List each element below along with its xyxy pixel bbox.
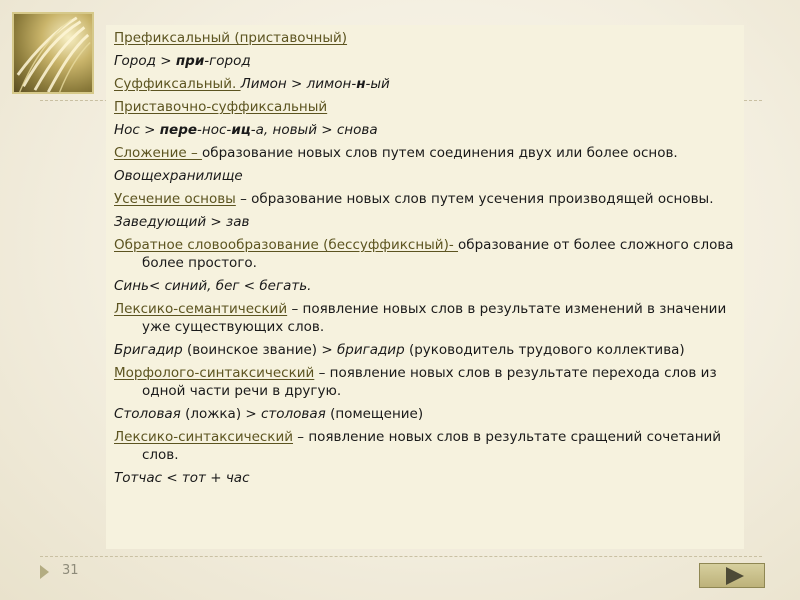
- slide-line: [114, 213, 736, 231]
- text-run: Тотчас < тот + час: [114, 470, 250, 486]
- text-run: Нос >: [114, 122, 160, 138]
- text-run: образование от более сложного слова более простого.: [142, 237, 734, 271]
- slide-line: [114, 121, 736, 139]
- text-run: Заведующий > зав: [114, 214, 250, 230]
- text-run: при: [175, 53, 205, 69]
- text-run: Суффиксальный.: [114, 76, 241, 92]
- slide-line: [114, 364, 736, 400]
- text-run: (ложка) >: [180, 406, 261, 422]
- text-run: Сложение –: [114, 145, 203, 161]
- text-run: Бригадир: [114, 342, 183, 358]
- text-run: Лексико-семантический: [114, 301, 288, 317]
- text-run: Приставочно-суффиксальный: [114, 99, 328, 115]
- text-run: бригадир: [336, 342, 405, 358]
- slide-line: [114, 167, 736, 185]
- slide-line: [114, 190, 736, 208]
- text-run: Лексико-синтаксический: [114, 429, 294, 445]
- text-run: иц: [231, 122, 251, 138]
- text-run: Обратное словообразование (бессуффиксный)-: [114, 237, 459, 253]
- slide-line: [114, 98, 736, 116]
- text-run: – появление новых слов в результате сращений сочетаний слов.: [142, 429, 722, 463]
- slide-line: [114, 428, 736, 464]
- text-run: – появление новых слов в результате изменений в значении уже существующих слов.: [142, 301, 727, 335]
- slide-line: [114, 29, 736, 47]
- slide-line: [114, 300, 736, 336]
- text-run: образование новых слов путем соединения двух или более основ.: [202, 145, 678, 161]
- slide-line: [114, 277, 736, 295]
- slide-line: [114, 341, 736, 359]
- slide-line: [114, 469, 736, 487]
- text-run: (воинское звание) >: [182, 342, 337, 358]
- text-run: (руководитель трудового коллектива): [404, 342, 685, 358]
- text-run: Синь< синий, бег < бегать.: [114, 278, 312, 294]
- text-run: Столовая: [114, 406, 181, 422]
- decorative-flower-image: [12, 12, 94, 94]
- text-run: -город: [204, 53, 251, 69]
- slide-line: [114, 405, 736, 423]
- text-run: н: [356, 76, 366, 92]
- text-run: Морфолого-синтаксический: [114, 365, 315, 381]
- slide-line: [114, 52, 736, 70]
- page-marker-icon: [40, 565, 49, 579]
- text-run: – появление новых слов в результате перехода слов из одной части речи в другую.: [142, 365, 717, 399]
- text-run: – образование новых слов путем усечения производящей основы.: [235, 191, 714, 207]
- text-run: (помещение): [325, 406, 424, 422]
- text-run: пере: [159, 122, 198, 138]
- text-run: -а, новый > снова: [250, 122, 378, 138]
- next-slide-button[interactable]: [699, 563, 765, 588]
- text-run: Город >: [114, 53, 176, 69]
- text-run: Префиксальный (приставочный): [114, 30, 348, 46]
- bottom-dashed-divider: [40, 556, 762, 557]
- text-run: Овощехранилище: [114, 168, 243, 184]
- play-arrow-icon: [726, 567, 744, 585]
- text-run: Усечение основы: [114, 191, 236, 207]
- text-run: -нос-: [197, 122, 232, 138]
- text-run: Лимон > лимон-: [240, 76, 357, 92]
- text-run: -ый: [365, 76, 390, 92]
- slide-content-panel: [106, 25, 744, 549]
- text-run: столовая: [261, 406, 326, 422]
- slide-line: [114, 75, 736, 93]
- slide-line: [114, 236, 736, 272]
- page-number: 31: [62, 563, 79, 578]
- slide-line: [114, 144, 736, 162]
